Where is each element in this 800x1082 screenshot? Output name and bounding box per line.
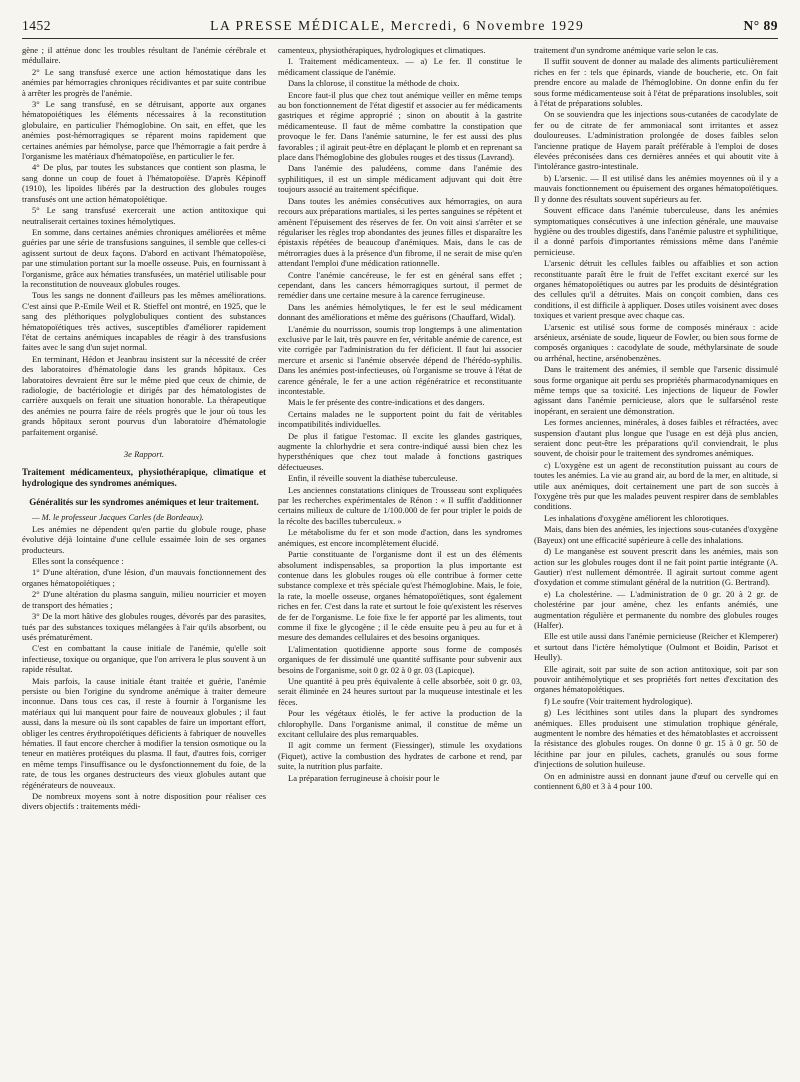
paragraph: Elle est utile aussi dans l'anémie pernicieuse (Reicher et Klemperer) et surtout dans l'ictère hémolytique (Oulmont et Boidin, Parisot et Heully). <box>534 631 778 663</box>
column-3 <box>534 45 778 813</box>
paragraph: Le métabolisme du fer et son mode d'action, dans les syndromes anémiques, est encore incomplètement élucidé. <box>278 527 522 548</box>
paragraph: gène ; il atténue donc les troubles résultant de l'anémie cérébrale et médullaire. <box>22 45 266 66</box>
paragraph: Les anciennes constatations cliniques de Trousseau sont expliquées par les recherches expérimentales de Rénon : « Il suffit d'additionner certains milieux de culture de 1/100.000 de fer pour tripler le poids de la récolte des bacilles tuberculeux. » <box>278 484 522 526</box>
paragraph: 5° Le sang transfusé exercerait une action antitoxique qui neutraliserait certaines toxines hémolytiques. <box>22 205 266 226</box>
issue-number: N° 89 <box>743 18 778 33</box>
paragraph: L'alimentation quotidienne apporte sous forme de composés organiques de fer dissimulé une quantité suffisante pour subvenir aux besoins de l'organisme, soit 0 gr. 02 à 0 gr. 03 (Lapicque). <box>278 643 522 675</box>
paragraph: De plus il fatigue l'estomac. Il excite les glandes gastriques, augmente la chlorhydrie et sera contre-indiqué aussi bien chez les hypersthéniques que chez tout malade à fonctions gastriques défectueuses. <box>278 430 522 472</box>
paragraph: Dans toutes les anémies consécutives aux hémorragies, on aura recours aux préparations martiales, si les pertes sanguines se répètent et amènent l'épuisement des réserves de fer. On voit ainsi s'arrêter et se régulariser les règles trop abondantes des jeunes filles et disparaître les épistaxis répétées de beaucoup d'anémiques. Mais, dans le cas de métrorragies dues à la présence d'un fibrome, il ne serait de mise qu'en attendant l'emploi d'une médication rationnelle. <box>278 195 522 269</box>
report-number: 3e Rapport. <box>123 449 165 460</box>
paragraph: Il suffit souvent de donner au malade des aliments particulièrement riches en fer : tels que épinards, viande de boucherie, etc. On fait prendre encore au malade de l'hémoglobine. On donne enfin du fer sous forme médicamenteuse soit à l'état de préparations insolubles, soit à l'état de préparations solubles. <box>534 56 778 109</box>
paragraph: De nombreux moyens sont à notre disposition pour réaliser ces divers objectifs : traitements médi- <box>22 791 266 812</box>
paragraph: Dans les anémies hémolytiques, le fer est le seul médicament donnant des améliorations et même des guérisons (Chauffard, Widal). <box>278 301 522 323</box>
subsection-title: Généralités sur les syndromes anémiques et leur traitement. <box>29 497 259 508</box>
paragraph: b) L'arsenic. — Il est utilisé dans les anémies moyennes où il y a mauvais fonctionnement ou épuisement des organes hématopoïétiques. Il y donne des résultats souvent supérieurs au fer. <box>534 172 778 204</box>
paragraph: Dans le traitement des anémies, il semble que l'arsenic dissimulé sous forme organique ait perdu ses propriétés pharmacodynamiques en même temps que sa toxicité. Les injections de liqueur de Fowler agissant dans l'anémie pernicieuse, alors que le sulfarsénol reste inopérant, en seraient une démonstration. <box>534 364 778 416</box>
paragraph: En somme, dans certaines anémies chroniques améliorées et même guéries par une série de transfusions sanguines, il semble que celles-ci agissent surtout de deux façons. D'abord en activant l'hématopoïèse, par une stimulation portant sur la moelle osseuse. Puis, en fournissant à l'organisme, grâce aux hématies transfusées, un matériel utilisable pour la reconstitution de nouveaux globules rouges. <box>22 226 266 289</box>
paragraph: d) Le manganèse est souvent prescrit dans les anémies, mais son action sur les globules rouges dont il ne fait point partie intégrante (A. Gautier) n'est nullement démontrée. Il agirait surtout comme agent d'oxydation et comme stimulant général de la nutrition (G. Bertrand). <box>534 546 778 588</box>
paragraph: Les inhalations d'oxygène améliorent les chlorotiques. <box>544 512 729 523</box>
paragraph: 4° De plus, par toutes les substances que contient son plasma, le sang donne un coup de fouet à l'hématopoïèse. D'après Képinoff (1910), les lipoïdes libérés par la destruction des globules rouges transfusés ont une action hématopoïétique. <box>22 162 266 204</box>
paragraph: Souvent efficace dans l'anémie tuberculeuse, dans les anémies symptomatiques consécutives à une infection générale, une mauvaise hygiène ou des troubles digestifs, dans l'anémie palustre et syphilitique, il a donné parfois d'importantes rémissions même dans l'anémie pernicieuse. <box>534 205 778 257</box>
page-header <box>22 18 778 34</box>
paragraph: Pour les végétaux étiolés, le fer active la production de la chlorophylle. Dans l'organisme animal, il constitue de même un excitant cellulaire des plus remarquables. <box>278 708 522 739</box>
paragraph: Encore faut-il plus que chez tout anémique veiller en même temps au bon fonctionnement de l'état digestif et associer au fer médicaments gastriques et régime approprié ; sinon on aboutit à la gastrite médicamenteuse. Il faut de même combattre la constipation que provoque le fer. Dans l'anémie saturnine, le fer est aussi des plus favorables ; il agirait peut-être en déplaçant le plomb et en reprenant sa place dans l'hémoglobine des globules rouges et des tissus (Lavrand). <box>278 89 522 163</box>
column-1-continued <box>22 524 266 812</box>
header-rule <box>22 38 778 39</box>
paragraph: Dans la chlorose, il constitue la méthode de choix. <box>288 78 460 89</box>
column-3-paragraphs <box>534 45 778 791</box>
paragraph: g) Les lécithines sont utiles dans la plupart des syndromes anémiques. Elles produisent une stimulation trophique générale, augmentent le nombre des hématies et des hématoblastes et accroissent la résistance des globules rouges. On donne 0 gr. 15 à 0 gr. 50 de lécithine par jour en pilules, cachets, granulés ou sous forme d'injections de solution huileuse. <box>534 707 778 770</box>
paragraph: Les formes anciennes, minérales, à doses faibles et réfractées, avec suspension d'autant plus longue que l'usage en est déjà plus ancien, seraient donc peut-être les préparations qu'il conviendrait, le plus souvent, de choisir pour le traitement des syndromes anémiques. <box>534 417 778 459</box>
paragraph: C'est en combattant la cause initiale de l'anémie, qu'elle soit infectieuse, toxique ou organique, que l'on arrivera le plus souvent à un rapide résultat. <box>22 643 266 675</box>
paragraph: Tous les sangs ne donnent d'ailleurs pas les mêmes améliorations. C'est ainsi que P.-Emile Weil et R. Stieffel ont montré, en 1925, que le sang des pléthoriques polyglobuliques contient des substances hématopoïétiques très actives, susceptibles d'améliorer rapidement l'état de certains anémiques incapables de réagir à des transfusions faites avec le sang d'un sujet normal. <box>22 290 266 353</box>
paragraph: L'arsenic détruit les cellules faibles ou affaiblies et son action reconstituante paraît être le fruit de l'effet excitant exercé sur les organes hématopoïétiques ou autres par les produits de désintégration des cellules qu'il a détruites. Mais on conçoit combien, dans ces conditions, il est difficile à appliquer. Doses utiles voisinent avec doses toxiques et varient presque avec chaque cas. <box>534 258 778 321</box>
paragraph: Il agit comme un ferment (Fiessinger), stimule les oxydations (Fiquet), active la combustion des hydrates de carbone et rend, par suite, la nutrition plus parfaite. <box>278 740 522 772</box>
paragraph: traitement d'un syndrome anémique varie selon le cas. <box>534 45 719 55</box>
paragraph: 3° De la mort hâtive des globules rouges, dévorés par des parasites, tués par des substances toxiques mélangées à l'air qu'ils absorbent, ou usés prématurément. <box>22 611 266 642</box>
paragraph: Mais parfois, la cause initiale étant traitée et guérie, l'anémie persiste ou bien l'origine du syndrome anémique à traiter demeure inconnue. Dans tous ces cas, il reste à fournir à l'organisme les matériaux qui lui manquent pour faire de nouveaux globules ; il faut aussi, dans la mesure où ils sont capables de faire un important effort, obliger les centres érythropoïétiques déficients à fabriquer de nouvelles hématies. Il faut encore chercher à modifier la tension osmotique ou la teneur en matières protéiques du plasma. Il faut, d'autres fois, corriger en même temps l'insuffisance ou le dysfonctionnement du foie, de la rate, de tous les organes destructeurs des vieux globules autant que régénérateurs de nouveaux. <box>22 675 266 790</box>
paragraph: Les anémies ne dépendent qu'en partie du globule rouge, phase évolutive déjà lointaine d'une cellule essaimée loin de ses organes producteurs. <box>22 523 266 555</box>
paragraph: Certains malades ne le supportent point du fait de véritables incompatibilités individuelles. <box>278 408 522 430</box>
column-1 <box>22 45 266 813</box>
paragraph: 2° Le sang transfusé exerce une action hémostatique dans les anémies par hémorragies chroniques récidivantes et par suite contribue à arrêter les progrès de l'anémie. <box>22 66 266 98</box>
author-line: — M. le professeur Jacques Carles (de Bordeaux). <box>32 512 204 523</box>
paragraph: L'anémie du nourrisson, soumis trop longtemps à une alimentation exclusive par le lait, très pauvre en fer, véritable anémie de carence, est vite corrigée par l'administration du fer déficient. Il faut lui associer mercure et arsenic si l'anémie observée dépend de l'hérédo-syphilis. Dans les anémies post-infectieuses, où l'organisme se trouve à l'état de carence générale, le fer a une action régénératrice et reconstituante incontestable. <box>278 323 522 396</box>
section-title: Traitement médicamenteux, physiothérapique, climatique et hydrologique des syndromes anémiques. <box>22 467 266 489</box>
paragraph: e) La cholestérine. — L'administration de 0 gr. 20 à 2 gr. de cholestérine par jour amène, chez les enfants anémiés, une augmentation régulière et permanente du nombre des globules rouges (Halfer). <box>534 588 778 630</box>
text-columns <box>22 45 778 813</box>
paragraph: 1° D'une altération, d'une lésion, d'un mauvais fonctionnement des organes hématopoïétiques ; <box>22 567 266 588</box>
journal-title: LA PRESSE MÉDICALE, Mercredi, 6 Novembre 1929 <box>210 18 585 33</box>
paragraph: f) Le soufre (Voir traitement hydrologique). <box>544 695 693 706</box>
paragraph: Mais le fer présente des contre-indications et des dangers. <box>288 397 485 408</box>
paragraph: Enfin, il réveille souvent la diathèse tuberculeuse. <box>288 473 458 484</box>
paragraph: Elle agirait, soit par suite de son action antitoxique, soit par son pouvoir antihémolytique et ses propriétés fort nettes d'excitation des organes hématopoïétiques. <box>534 663 778 695</box>
paragraph: Partie constituante de l'organisme dont il est un des éléments absolument indispensables, sa proportion la plus importante est contenue dans les globules rouges où elle contribue à former cette substance complexe et très spéciale qu'est l'hémoglobine. Mais, le foie, la rate, la moelle osseuse, organes hématopoïétiques, sont également riches en fer. C'est dans la rate et surtout le foie qu'existent les réserves de fer de l'organisme. Le foie fixe le fer apporté par les aliments, tout comme il fixe le glycogène ; il le cède ensuite peu à peu au fur et à mesure des demandes cellulaires et des besoins organiques. <box>278 549 522 643</box>
column-2-paragraphs <box>278 45 522 783</box>
paragraph: 3° Le sang transfusé, en se détruisant, apporte aux organes hématopoiétiques les éléments nécessaires à la reconstitution globulaire, en particulier l'hémoglobine. On sait, en effet, que les anémies post-hémorragiques se réparent moins rapidement que certaines anémies par hémolyse, parce que l'hémorragie a fait perdre à l'organisme les matériaux d'hématopoïèse, en particulier le fer. <box>22 99 266 162</box>
paragraph: La préparation ferrugineuse à choisir pour le <box>288 772 440 783</box>
paragraph: Contre l'anémie cancéreuse, le fer est en général sans effet ; cependant, dans les cancers hémorragiques surtout, il permet de remédier dans une certaine mesure à la carence ferrugineuse. <box>278 269 522 301</box>
paragraph: camenteux, physiothérapiques, hydrologiques et climatiques. <box>278 45 486 55</box>
paragraph: En terminant, Hédon et Jeanbrau insistent sur la nécessité de créer des laboratoires d'hématologie dans les grands hôpitaux. Ces laboratoires devraient être sur le même pied que ceux de chimie, de radiologie, de bactériologie et dirigés par des hématologistes de carrière auxquels on ferait une situation honorable. La thérapeutique des anémies ne pourra faire de réels progrès que le jour où tous les grands hôpitaux seront pourvus d'un laboratoire d'hématologie parfaitement organisé. <box>22 353 266 437</box>
paragraph: On se souviendra que les injections sous-cutanées de cacodylate de fer ou de citrate de fer ammoniacal sont irritantes et assez douloureuses. L'administration prolongée de doses faibles selon l'ancienne pratique de Hayem paraît préférable à l'emploi de doses élevées préconisées dans ces dernières années et qui aboutit vite à l'intolérance gastro-intestinale. <box>534 109 778 172</box>
paragraph: Une quantité à peu près équivalente à celle absorbée, soit 0 gr. 03, serait éliminée en 24 heures surtout par la muqueuse intestinale et les fèces. <box>278 675 522 707</box>
page-number: 1452 <box>22 18 51 33</box>
column-1-paragraphs <box>22 45 266 437</box>
paragraph: 2° D'une altération du plasma sanguin, milieu nourricier et moyen de transport des hématies ; <box>22 589 266 610</box>
paragraph: Dans l'anémie des paludéens, comme dans l'anémie des syphilitiques, il est un simple médicament adjuvant qui doit être toujours associé au traitement spécifique. <box>278 163 522 195</box>
paragraph: L'arsenic est utilisé sous forme de composés minéraux : acide arsénieux, arséniate de soude, liqueur de Fowler, ou bien sous forme de composés organiques : cacodylate de soude, méthylarsinate de soude ou arrhénal, hectine, arsénobenzènes. <box>534 321 778 363</box>
paragraph: On en administre aussi en donnant jaune d'œuf ou cervelle qui en contiennent 6,80 et 3 à 4 pour 100. <box>534 770 778 792</box>
paragraph: I. Traitement médicamenteux. — a) Le fer. Il constitue le médicament classique de l'anémie. <box>278 56 522 77</box>
paragraph: c) L'oxygène est un agent de reconstitution puissant au cours de toutes les anémies. La vie au grand air, au bord de la mer, en altitude, si utile aux anémiques, doit certainement une part de son succès à l'oxygène très pur que les malades peuvent respirer dans de semblables conditions. <box>534 459 778 512</box>
paragraph: Elles sont la conséquence : <box>32 556 124 567</box>
paragraph: Mais, dans bien des anémies, les injections sous-cutanées d'oxygène (Bayeux) ont une efficacité supérieure à celle des inhalations. <box>534 524 778 545</box>
column-2 <box>278 45 522 813</box>
